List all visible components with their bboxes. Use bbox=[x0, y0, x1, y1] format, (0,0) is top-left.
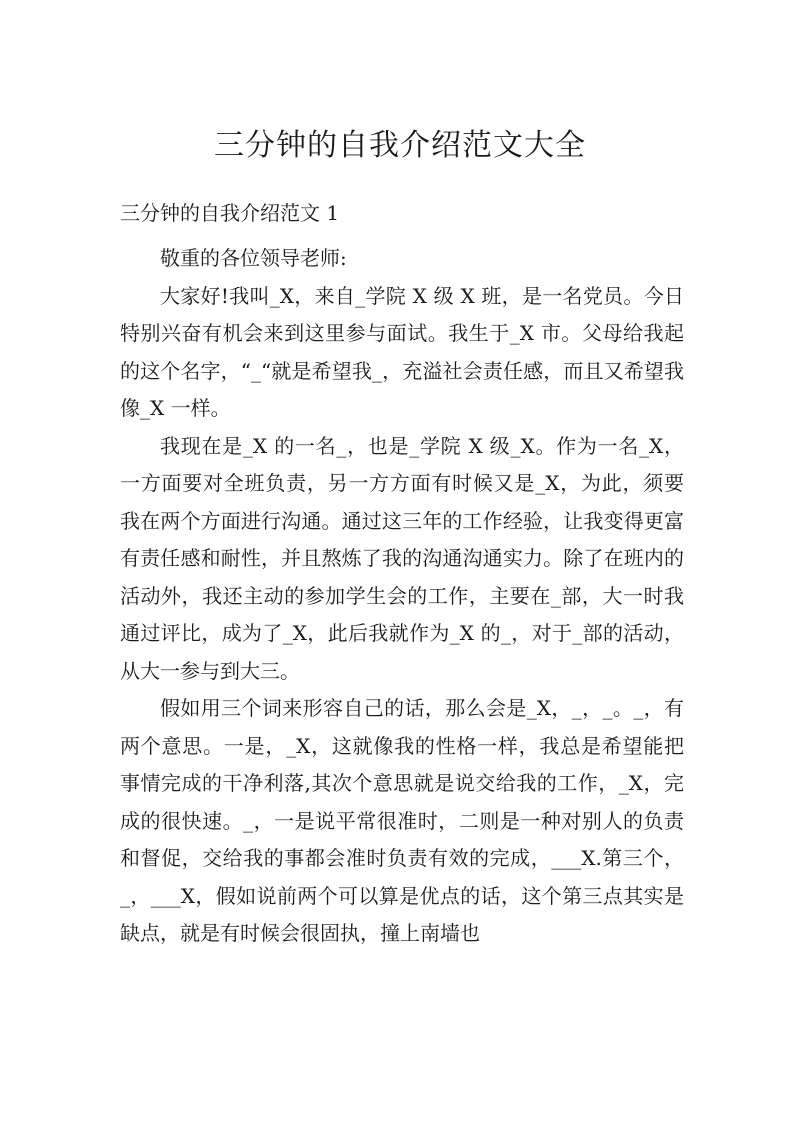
section-heading: 三分钟的自我介绍范文 1 bbox=[120, 201, 340, 225]
paragraph-self-description: 假如用三个词来形容自己的话，那么会是_X，_，_。_，有两个意思。一是，_X，这就像我的性格一样，我总是希望能把事情完成的干净利落,其次个意思就是说交给我的工作，_X，完成的很快速。_，一是说平常很准时，二则是一种对别人的负责和督促，交给我的事都会准时负责有效的完成，___X.第三个，_，___X，假如说前两个可以算是优点的话，这个第三点其实是缺点，就是有时候会很固执，撞上南墙也 bbox=[120, 696, 684, 945]
paragraph-introduction: 大家好!我叫_X，来自_学院 X 级 X 班，是一名党员。今日特别兴奋有机会来到这里参与面试。我生于_X 市。父母给我起的这个名字，“_“就是希望我_，充溢社会责任感，而且又希望我像_X 一样。 bbox=[120, 283, 684, 420]
paragraph-experience: 我现在是_X 的一名_，也是_学院 X 级_X。作为一名_X，一方面要对全班负责，另一方方面有时候又是_X，为此，须要我在两个方面进行沟通。通过这三年的工作经验，让我变得更富有责任感和耐性，并且熬炼了我的沟通沟通实力。除了在班内的活动外，我还主动的参加学生会的工作，主要在_部，大一时我通过评比，成为了_X，此后我就作为_X 的_，对于_部的活动，从大一参与到大三。 bbox=[120, 433, 684, 683]
document-title: 三分钟的自我介绍范文大全 bbox=[214, 128, 586, 163]
document-body bbox=[120, 240, 684, 953]
paragraph-greeting: 敬重的各位领导老师: bbox=[160, 246, 347, 270]
